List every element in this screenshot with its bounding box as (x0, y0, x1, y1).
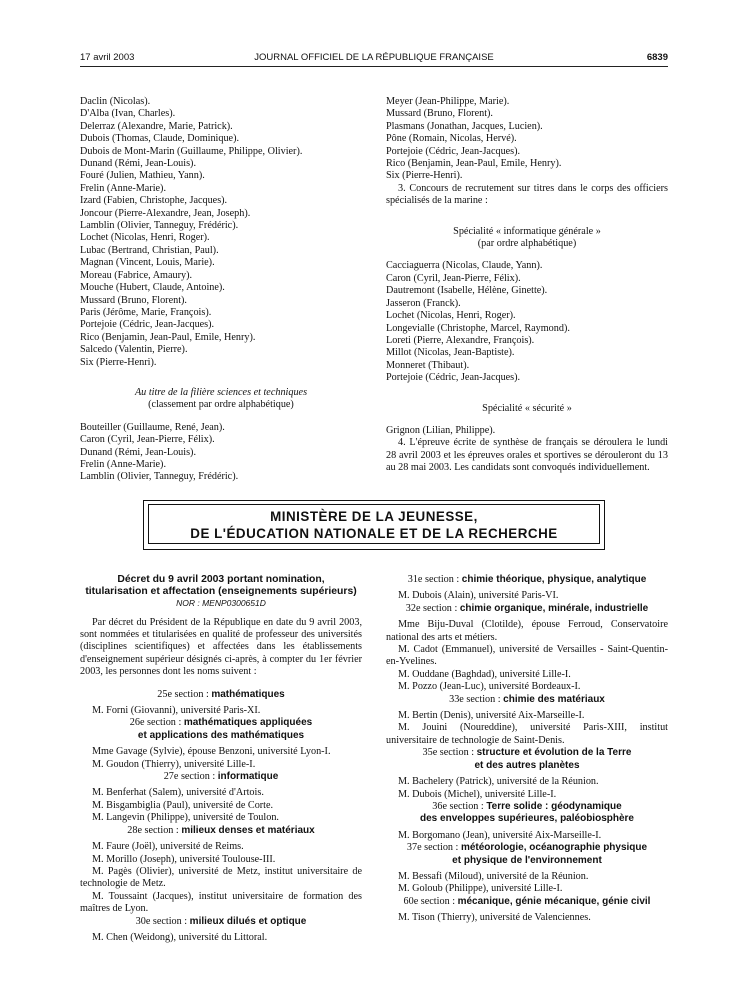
header-journal-title: JOURNAL OFFICIEL DE LA RÉPUBLIQUE FRANÇAISE (254, 52, 494, 63)
section-number: 27e section : (163, 771, 218, 783)
list-item: Caron (Cyril, Jean-Pierre, Félix). (386, 272, 521, 284)
name-list (386, 260, 668, 384)
section-title: chimie organique, minérale, industrielle (459, 602, 649, 614)
list-item: Daclin (Nicolas). (80, 96, 151, 107)
appointee: M. Ouddane (Baghdad), université Lille-I. (398, 668, 571, 680)
list-item: Dubois (Thomas, Claude, Dominique). (80, 133, 240, 145)
filiere-title: Au titre de la filière sciences et techniques (134, 386, 308, 398)
header-rule (80, 66, 668, 67)
appointee: M. Jouini (Noureddine), université Paris-XIII, institut universitaire de technologie de Saint-Denis. (386, 722, 668, 746)
list-item: Plasmans (Jonathan, Jacques, Lucien). (386, 120, 543, 132)
appointee: M. Chen (Weidong), université du Littoral. (92, 931, 268, 943)
section-number: 35e section : (422, 747, 477, 759)
list-item: Dunand (Rémi, Jean-Louis). (80, 158, 196, 170)
decree-intro: Par décret du Président de la République en date du 9 avril 2003, sont nommées et titularisées en qualité de professeur des universités (disciplines scientifiques) et affectées dans les établissements d'enseignement supérieur désignés ci-après, à compter du 1er février 2003, les personnes dont les noms suivent : (80, 616, 362, 678)
decree-title (80, 574, 362, 597)
section-heading (80, 771, 362, 783)
appointee: Mme Biju-Duval (Clotilde), épouse Ferroud, Conservatoire national des arts et métiers. (386, 619, 668, 643)
ministry-line-1: MINISTÈRE DE LA JEUNESSE, (270, 509, 478, 524)
list-item: Portejoie (Cédric, Jean-Jacques). (386, 372, 521, 384)
decree-title-line: Décret du 9 avril 2003 portant nomination, (117, 574, 325, 585)
list-item: Lubac (Bertrand, Christian, Paul). (80, 244, 219, 256)
section-title: mathématiques (211, 688, 285, 700)
appointee: M. Borgomano (Jean), université Aix-Marseille-I. (398, 829, 602, 841)
list-item: Izard (Fabien, Christophe, Jacques). (80, 195, 228, 207)
section-number: 28e section : (127, 824, 182, 836)
section-number: 31e section : (407, 574, 462, 585)
list-item: Portejoie (Cédric, Jean-Jacques). (80, 319, 215, 331)
list-item: Monneret (Thibaut). (386, 359, 470, 371)
section-title: météorologie, océanographie physique (460, 842, 648, 854)
list-item: Bouteiller (Guillaume, René, Jean). (80, 421, 225, 433)
section-title: milieux dilués et optique (189, 915, 307, 927)
list-item: Six (Pierre-Henri). (386, 170, 463, 182)
decree-nor (80, 597, 362, 609)
list-item: Dunand (Rémi, Jean-Louis). (80, 446, 196, 458)
appointee: M. Morillo (Joseph), université Toulouse-III. (92, 853, 276, 865)
list-item: D'Alba (Ivan, Charles). (80, 108, 176, 120)
speciality-title: Spécialité « informatique générale » (453, 225, 601, 237)
section-heading (386, 842, 668, 867)
filiere-subtitle: (classement par ordre alphabétique) (148, 399, 294, 411)
section-heading (80, 825, 362, 837)
list-item: Caron (Cyril, Jean-Pierre, Félix). (80, 434, 215, 446)
section-number: 33e section : (449, 693, 504, 705)
list-item: Mouche (Hubert, Claude, Antoine). (80, 282, 225, 294)
section-heading (386, 603, 668, 615)
list-item: Lochet (Nicolas, Henri, Roger). (386, 310, 516, 322)
list-item: Pône (Romain, Nicolas, Hervé). (386, 133, 517, 145)
name-list (386, 96, 668, 183)
list-item: Magnan (Vincent, Louis, Marie). (80, 257, 215, 269)
list-item: Lochet (Nicolas, Henri, Roger). (80, 232, 210, 244)
appointee: M. Dubois (Michel), université Lille-I. (398, 788, 557, 800)
header-page-number: 6839 (646, 52, 668, 63)
section-heading (386, 801, 668, 826)
appointee: Mme Gavage (Sylvie), épouse Benzoni, université Lyon-I. (92, 746, 331, 758)
paragraph-4: 4. L'épreuve écrite de synthèse de français se déroulera le lundi 28 avril 2003 et les épreuves orales et sportives se dérouleront du 13 au 28 mai 2003. Les candidats sont convoqués individuellement. (386, 437, 668, 474)
appointee: M. Cadot (Emmanuel), université de Versailles - Saint-Quentin-en-Yvelines. (386, 644, 668, 668)
list-item: Delerraz (Alexandre, Marie, Patrick). (80, 120, 233, 132)
section-number: 36e section : (432, 800, 487, 812)
list-item: Meyer (Jean-Philippe, Marie). (386, 96, 510, 107)
ministry-heading (148, 504, 600, 544)
list-item: Grignon (Lilian, Philippe). (386, 424, 496, 436)
list-item: Salcedo (Valentin, Pierre). (80, 344, 188, 356)
section-title: mathématiques appliquées (183, 717, 313, 729)
list-item: Rico (Benjamin, Jean-Paul, Emile, Henry). (80, 331, 256, 343)
list-item: Mussard (Bruno, Florent). (80, 294, 187, 306)
list-item: Lamblin (Olivier, Tanneguy, Frédéric). (80, 471, 239, 483)
appointee: M. Tison (Thierry), université de Valenciennes. (398, 912, 591, 924)
appointee: M. Bisgambiglia (Paul), université de Corte. (92, 799, 274, 811)
appointee: M. Goloub (Philippe), université Lille-I. (398, 883, 563, 895)
appointee: M. Langevin (Philippe), université de Toulon. (92, 812, 279, 824)
section-title: et applications des mathématiques (137, 729, 305, 741)
section-heading (80, 916, 362, 928)
appointee: M. Bertin (Denis), université Aix-Marseille-I. (398, 710, 585, 722)
ministry-line-2: DE L'ÉDUCATION NATIONALE ET DE LA RECHERCHE (190, 526, 558, 541)
name-list (80, 422, 362, 484)
section-title: et physique de l'environnement (452, 854, 602, 866)
list-item: Loreti (Pierre, Alexandre, François). (386, 334, 535, 346)
list-item: Cacciaguerra (Nicolas, Claude, Yann). (386, 260, 543, 272)
section-title: Terre solide : géodynamique (486, 800, 622, 812)
section-title: structure et évolution de la Terre (476, 747, 632, 759)
appointee: M. Bachelery (Patrick), université de la Réunion. (398, 776, 599, 788)
section-heading (80, 689, 362, 701)
decree-column-right (386, 574, 668, 925)
list-item: Dubois de Mont-Marin (Guillaume, Philippe, Olivier). (80, 145, 303, 157)
section-number: 32e section : (405, 602, 460, 614)
appointee: M. Goudon (Thierry), université Lille-I. (92, 758, 256, 770)
section-number: 60e section : (403, 895, 458, 907)
section-heading (386, 694, 668, 706)
appointee: M. Benferhat (Salem), université d'Artois. (92, 787, 264, 799)
section-heading (80, 717, 362, 742)
appointee: M. Dubois (Alain), université Paris-VI. (398, 590, 559, 602)
name-list (386, 425, 668, 437)
list-item: Lamblin (Olivier, Tanneguy, Frédéric). (80, 220, 239, 232)
list-item: Dautremont (Isabelle, Hélène, Ginette). (386, 285, 548, 297)
section-title: chimie théorique, physique, analytique (461, 574, 647, 585)
list-item: Mussard (Bruno, Florent). (386, 108, 493, 120)
list-item: Jasseron (Franck). (386, 297, 461, 309)
section-title: mécanique, génie mécanique, génie civil (457, 895, 651, 907)
appointee: M. Faure (Joël), université de Reims. (92, 841, 244, 853)
section-heading (386, 574, 668, 586)
list-item: Fouré (Julien, Mathieu, Yann). (80, 170, 205, 182)
section-number: 30e section : (135, 915, 190, 927)
list-item: Six (Pierre-Henri). (80, 356, 157, 368)
paragraph-3: 3. Concours de recrutement sur titres dans le corps des officiers spécialisés de la marine : (386, 182, 668, 207)
list-item: Paris (Jérôme, Marie, François). (80, 306, 212, 318)
list-item: Longevialle (Christophe, Marcel, Raymond). (386, 322, 570, 334)
appointee: M. Forni (Giovanni), université Paris-XI. (92, 705, 261, 717)
appointee: M. Bessafi (Miloud), université de la Réunion. (398, 870, 589, 882)
section-number: 25e section : (157, 688, 212, 700)
section-number: 37e section : (406, 842, 461, 854)
list-item: Moreau (Fabrice, Amaury). (80, 269, 193, 281)
list-item: Rico (Benjamin, Jean-Paul, Emile, Henry). (386, 158, 562, 170)
list-item: Portejoie (Cédric, Jean-Jacques). (386, 145, 521, 157)
section-title: informatique (217, 771, 279, 783)
section-number: 26e section : (129, 717, 184, 729)
list-item: Frelin (Anne-Marie). (80, 458, 166, 470)
section-title: et des autres planètes (474, 759, 580, 771)
top-right-column (386, 96, 668, 475)
sections-left (80, 689, 362, 945)
list-item: Millot (Nicolas, Jean-Baptiste). (386, 347, 515, 359)
nor-code: NOR : MENP0300651D (176, 598, 266, 609)
section-title: milieux denses et matériaux (181, 824, 315, 836)
section-heading (386, 747, 668, 772)
decree-title-line: titularisation et affectation (enseignements supérieurs) (85, 585, 357, 597)
appointee: M. Pagès (Olivier), université de Metz, institut universitaire de technologie de Metz. (80, 865, 362, 890)
list-item: Frelin (Anne-Marie). (80, 182, 166, 194)
appointee: M. Toussaint (Jacques), institut universitaire de formation des maîtres de Lyon. (80, 890, 362, 915)
section-title: des enveloppes supérieures, paléobiosphère (420, 813, 634, 825)
list-item: Joncour (Pierre-Alexandre, Jean, Joseph). (80, 207, 251, 219)
speciality-title: Spécialité « sécurité » (482, 402, 572, 414)
top-left-column (80, 96, 362, 484)
appointee: M. Pozzo (Jean-Luc), université Bordeaux-I. (398, 681, 581, 693)
section-heading (386, 896, 668, 908)
speciality-subtitle: (par ordre alphabétique) (477, 238, 577, 250)
header-date: 17 avril 2003 (80, 52, 135, 63)
sections-right (386, 574, 668, 925)
decree-column-left (80, 574, 362, 944)
name-list (80, 96, 362, 369)
page-header (80, 52, 668, 66)
section-title: chimie des matériaux (503, 693, 605, 705)
